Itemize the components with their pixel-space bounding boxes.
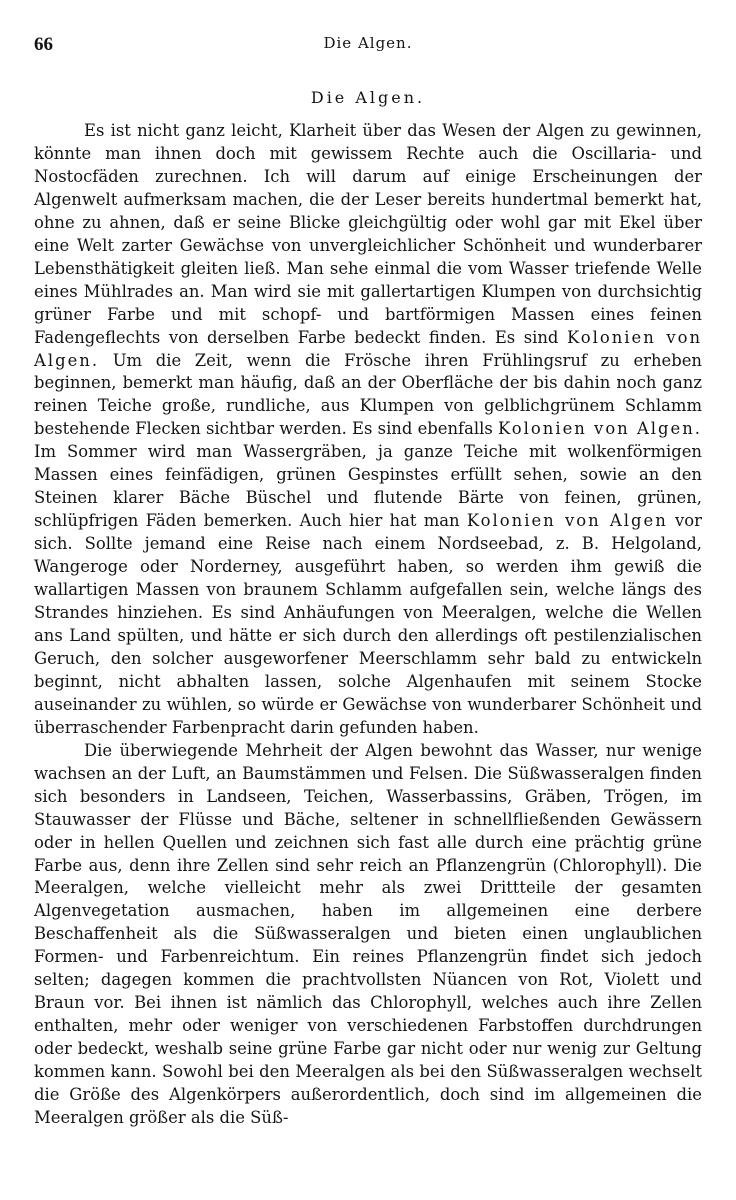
emphasized-text: Kolonien von Algen.: [34, 327, 703, 370]
emphasized-text: Kolonien von Algen.: [498, 419, 702, 439]
text-run: Es ist nicht ganz leicht, Klarheit über das Wesen der Algen zu gewinnen, könnte man ihnen doch mit gewissem Rechte auch die Oscillaria- und Nostocfäden zurechnen. Ich will darum auf einige Erscheinungen der Algenwelt aufmerksam machen, die der Leser bereits hundertmal bemerkt hat, ohne zu ahnen, daß er seine Blicke gleichgültig oder wohl gar mit Ekel über eine Welt zarter Gewächse von unvergleichlicher Schönheit und wunderbarer Lebensthätigkeit gleiten ließ. Man sehe einmal die vom Wasser triefende Welle eines Mühlrades an. Man wird sie mit gallertartigen Klumpen von durchsichtig grüner Farbe und mit schopf- und bartförmigen Massen eines feinen Fadengeflechts von derselben Farbe bedeckt finden. Es sind: [34, 121, 702, 347]
text-run: Um die Zeit, wenn die Frösche ihren Frühlingsruf zu erheben beginnen, bemerkt man häufig, daß an der Oberfläche der bis dahin noch ganz reinen Teiche große, rundliche, aus Klumpen von gelblichgrünem Schlamm bestehende Flecken sichtbar werden. Es sind ebenfalls: [34, 350, 702, 439]
text-run: Im Sommer wird man Wassergräben, ja ganze Teiche mit wolkenförmigen Massen eines feinfädigen, grünen Gespinstes erfüllt sehen, sowie an den Steinen klarer Bäche Büschel und flutende Bärte von feinen, grünen, schlüpfrigen Fäden bemerken. Auch hier hat man: [34, 442, 702, 531]
running-title: Die Algen.: [323, 34, 413, 52]
text-run: vor sich. Sollte jemand eine Reise nach einem Nordseebad, z. B. Helgoland, Wangeroge oder Norderney, ausgeführt haben, so werden ihm gewiß die wallartigen Massen von braunem Schlamm aufgefallen sein, welche längs des Strandes hinziehen. Es sind Anhäufungen von Meeralgen, welche die Wellen ans Land spülten, und hätte er sich durch den allerdings oft pestilenzialischen Geruch, den solcher ausgeworfener Meerschlamm sehr bald zu entwickeln beginnt, nicht abhalten lassen, solche Algenhaufen mit seinem Stocke auseinander zu wühlen, so würde er Gewächse von wunderbarer Schönheit und überraschender Farbenpracht darin gefunden haben.: [34, 511, 702, 737]
section-title: Die Algen.: [310, 88, 426, 107]
paragraph: [34, 740, 702, 1130]
body-text: [34, 120, 702, 1130]
emphasized-text: Kolonien von Algen: [466, 511, 668, 531]
paragraph: [34, 120, 702, 740]
page-number: 66: [34, 34, 53, 55]
text-run: Die überwiegende Mehrheit der Algen bewohnt das Wasser, nur wenige wachsen an der Luft, an Baumstämmen und Felsen. Die Süßwasseralgen finden sich besonders in Landseen, Teichen, Wasserbassins, Gräben, Trögen, im Stauwasser der Flüsse und Bäche, seltener in schnellfließenden Gewässern oder in hellen Quellen und zeichnen sich fast alle durch eine prächtig grüne Farbe aus, denn ihre Zellen sind sehr reich an Pflanzengrün (Chlorophyll). Die Meeralgen, welche vielleicht mehr als zwei Drittteile der gesamten Algenvegetation ausmachen, haben im allgemeinen eine derbere Beschaffenheit als die Süßwasseralgen und bieten einen unglaublichen Formen- und Farbenreichtum. Ein reines Pflanzengrün findet sich jedoch selten; dagegen kommen die prachtvollsten Nüancen von Rot, Violett und Braun vor. Bei ihnen ist nämlich das Chlorophyll, welches auch ihre Zellen enthalten, mehr oder weniger von verschiedenen Farbstoffen durchdrungen oder bedeckt, weshalb seine grüne Farbe gar nicht oder nur wenig zur Geltung kommen kann. Sowohl bei den Meeralgen als bei den Süßwasseralgen wechselt die Größe des Algenkörpers außerordentlich, doch sind im allgemeinen die Meeralgen größer als die Süß-: [34, 740, 702, 1127]
